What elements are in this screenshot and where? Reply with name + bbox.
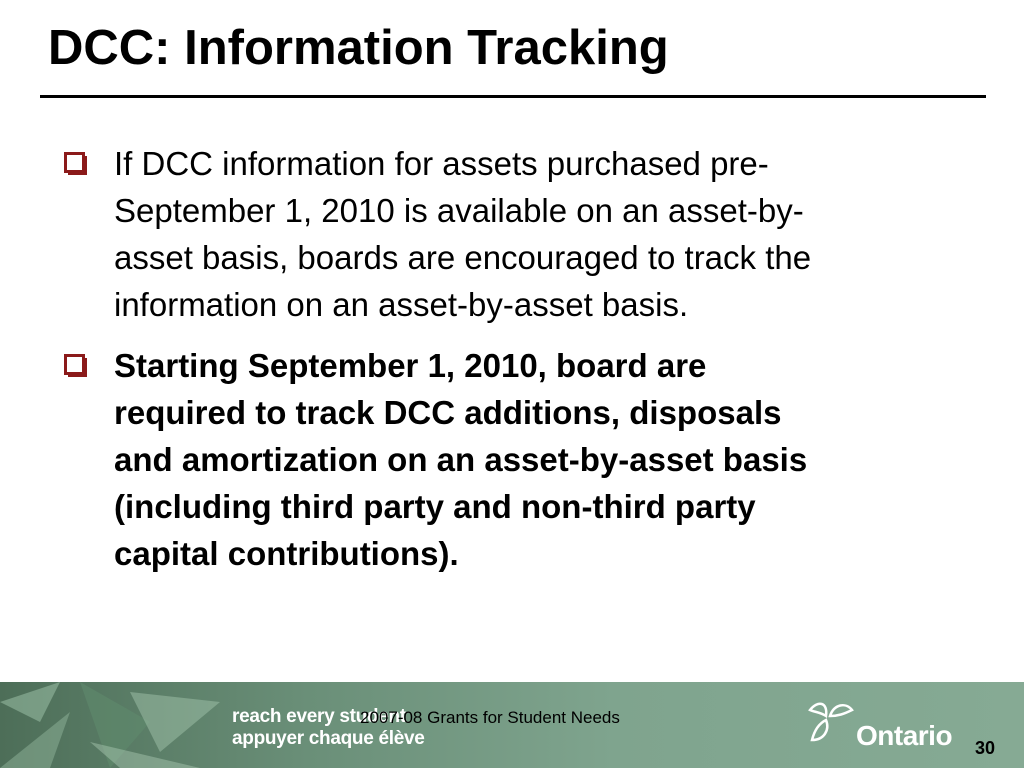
title-underline xyxy=(40,95,986,98)
bullet-1-line-4: information on an asset-by-asset basis. xyxy=(114,286,689,323)
bullet-1-line-2: September 1, 2010 is available on an asset-by- xyxy=(114,192,804,229)
page-number: 30 xyxy=(975,738,996,758)
bullet-list xyxy=(58,140,978,591)
bullet-2-line-3: and amortization on an asset-by-asset basis xyxy=(114,441,808,478)
tagline-fr: appuyer chaque élève xyxy=(232,728,425,749)
bullet-1-line-3: asset basis, boards are encouraged to track the xyxy=(114,239,812,276)
checkbox-bullet-icon xyxy=(64,152,85,173)
footer-title: 2007-08 Grants for Student Needs xyxy=(360,708,620,727)
ontario-wordmark: Ontario xyxy=(856,720,953,751)
bullet-2-line-1: Starting September 1, 2010, board are xyxy=(114,347,707,384)
bullet-2-line-4: (including third party and non-third party xyxy=(114,488,756,525)
tagline-en: reach every student xyxy=(232,706,406,727)
bullet-item-2 xyxy=(58,342,978,577)
decorative-leaf-art xyxy=(0,682,230,768)
bullet-item-1 xyxy=(58,140,978,328)
bullet-2-line-2: required to track DCC additions, disposals xyxy=(114,394,782,431)
bullet-1-line-1: If DCC information for assets purchased pre- xyxy=(114,145,769,182)
checkbox-bullet-icon xyxy=(64,354,85,375)
slide-title: DCC: Information Tracking xyxy=(48,21,669,75)
bullet-2-line-5: capital contributions). xyxy=(114,535,459,572)
trillium-logo-icon xyxy=(800,696,856,746)
footer-band xyxy=(0,682,1024,768)
